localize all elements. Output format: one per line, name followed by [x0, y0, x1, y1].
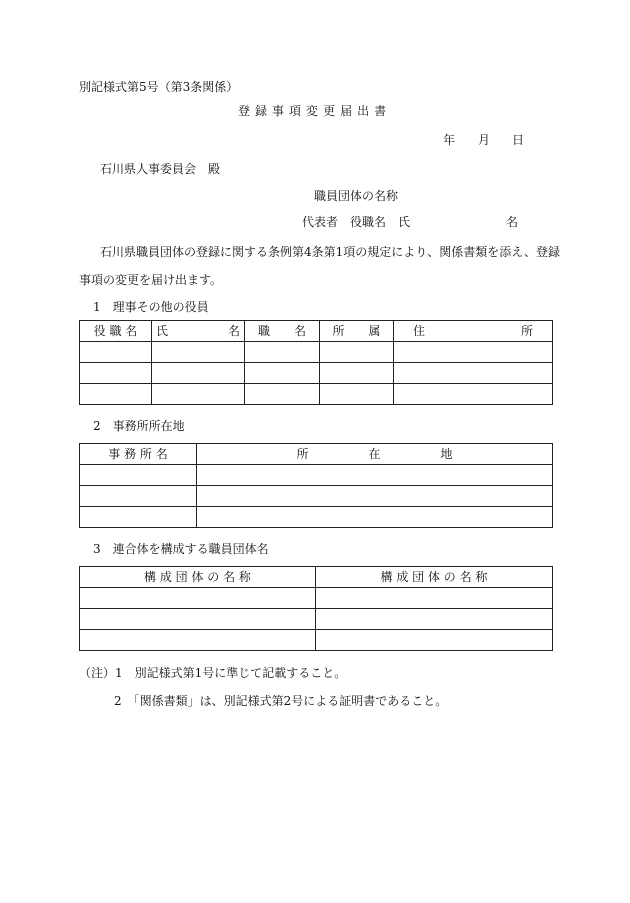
table-row: [80, 384, 553, 405]
header-location: 所 在 地: [197, 444, 553, 465]
representative-label: 代表者 役職名 氏 名: [302, 215, 519, 229]
date-year: 年: [443, 133, 456, 147]
table-row: [80, 609, 553, 630]
section3-heading: 3 連合体を構成する職員団体名: [93, 542, 269, 556]
table-row: [80, 363, 553, 384]
member-orgs-table: [79, 566, 553, 651]
body-text-line-1: 石川県職員団体の登録に関する条例第4条第1項の規定により、関係書類を添え、登録: [100, 245, 560, 259]
org-name-label: 職員団体の名称: [314, 189, 399, 203]
header-name: 氏 名: [152, 321, 245, 342]
section1-heading: 1 理事その他の役員: [93, 300, 209, 314]
table-row: [80, 465, 553, 486]
table-header-row: [80, 567, 553, 588]
officers-table: [79, 320, 553, 405]
header-affiliation: 所 属: [320, 321, 394, 342]
table-row: [80, 630, 553, 651]
header-member-org-2: 構 成 団 体 の 名 称: [316, 567, 553, 588]
table-header-row: [80, 321, 553, 342]
table-row: [80, 342, 553, 363]
form-label: 別記様式第5号（第3条関係）: [79, 80, 239, 94]
office-table: [79, 443, 553, 528]
header-position: 役 職 名: [80, 321, 152, 342]
header-member-org-1: 構 成 団 体 の 名 称: [80, 567, 316, 588]
table-row: [80, 588, 553, 609]
addressee: 石川県人事委員会 殿: [100, 162, 221, 176]
date-month: 月: [478, 133, 491, 147]
table-header-row: [80, 444, 553, 465]
header-office-name: 事 務 所 名: [80, 444, 197, 465]
section2-heading: 2 事務所所在地: [93, 419, 185, 433]
table-row: [80, 486, 553, 507]
date-day: 日: [512, 133, 525, 147]
note-2: 2 「関係書類」は、別記様式第2号による証明書であること。: [114, 694, 448, 708]
header-address: 住 所: [394, 321, 553, 342]
document-title: 登 録 事 項 変 更 届 出 書: [238, 104, 387, 118]
body-text-line-2: 事項の変更を届け出ます。: [79, 273, 223, 287]
table-row: [80, 507, 553, 528]
note-1: （注）1 別記様式第1号に準じて記載すること。: [79, 666, 347, 680]
header-job: 職 名: [245, 321, 320, 342]
